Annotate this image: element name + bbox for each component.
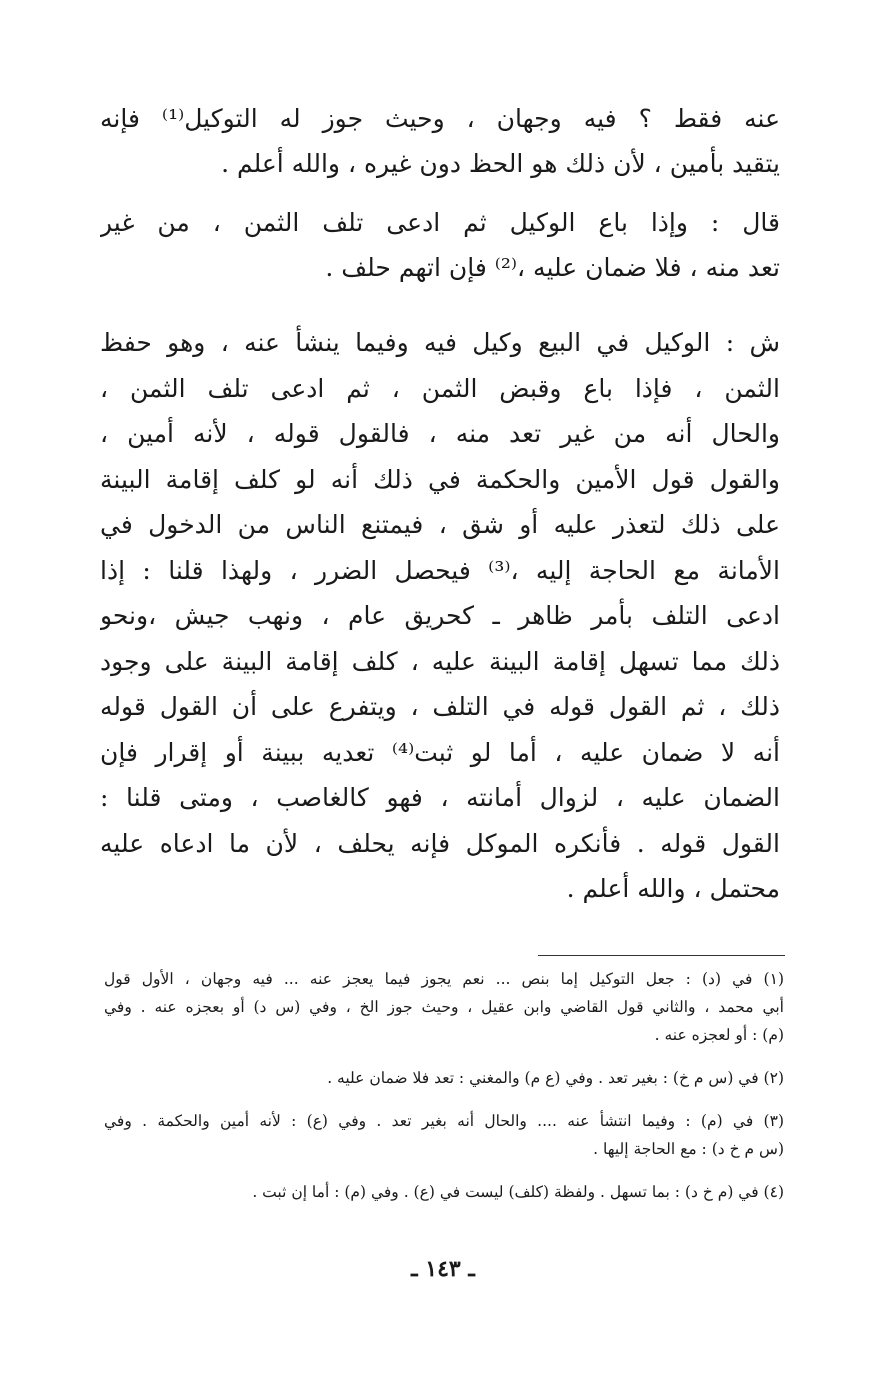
text-line: والحال أنه من غير تعد منه ، فالقول قوله ، لأنه أمين ، [100,419,780,448]
text-line: عنه فقط ؟ فيه وجهان ، وحيث جوز له التوكيل⁽¹⁾ فإنه [100,104,780,133]
text-line: الضمان عليه ، لزوال أمانته ، فهو كالغاصب ، ومتى قلنا : [100,783,780,812]
text-line: تعد منه ، فلا ضمان عليه ،⁽²⁾ فإن اتهم حلف . [325,253,780,282]
text-line: يتقيد بأمين ، لأن ذلك هو الحظ دون غيره ، والله أعلم . [221,149,780,178]
text-line: ادعى التلف بأمر ظاهر ـ كحريق عام ، ونهب جيش ،ونحو [100,601,780,630]
footnote-line: (م) : أو لعجزه عنه . [654,1026,784,1044]
footnote-line: (٣) في (م) : وفيما انتشأ عنه .... والحال أنه بغير تعد . وفي (ع) : لأنه أمين والحكمة . وفي [104,1112,784,1130]
text-line: قال : وإذا باع الوكيل ثم ادعى تلف الثمن ، من غير [100,208,780,237]
footnote-4 [104,1178,784,1206]
text-line: ش : الوكيل في البيع وكيل فيه وفيما ينشأ عنه ، وهو حفظ [100,328,780,357]
footnote-1 [104,965,784,1049]
page-number: ـ ١٤٣ ـ [411,1256,475,1282]
text-line: محتمل ، والله أعلم . [566,874,780,903]
footnote-line: (س م خ د) : مع الحاجة إليها . [593,1140,784,1158]
text-line: على ذلك لتعذر عليه أو شق ، فيمتنع الناس من الدخول في [100,510,780,539]
footnote-line: (١) في (د) : جعل التوكيل إما بنص ... نعم يجوز فيما يعجز عنه ... فيه وجهان ، الأول قول [104,970,784,988]
footnote-line: (٢) في (س م خ) : بغير تعد . وفي (ع م) والمغني : تعد فلا ضمان عليه . [327,1069,784,1087]
text-line: والقول قول الأمين والحكمة في ذلك أنه لو كلف إقامة البينة [100,464,780,494]
text-line: الأمانة مع الحاجة إليه ،⁽³⁾ فيحصل الضرر ، ولهذا قلنا : إذا [100,555,780,585]
footnotes [104,965,784,1206]
text-line: الثمن ، فإذا باع وقبض الثمن ، ثم ادعى تلف الثمن ، [100,373,780,403]
footnote-2 [104,1064,784,1092]
page-body [100,96,780,912]
text-line: القول قوله . فأنكره الموكل فإنه يحلف ، لأن ما ادعاه عليه [100,828,780,858]
rule-paragraph [100,200,780,290]
commentary-paragraph [100,320,780,912]
intro-paragraph [100,96,780,186]
footnote-separator [538,955,785,956]
text-line: ذلك ، ثم القول قوله في التلف ، ويتفرع على أن القول قوله [100,692,780,721]
footnote-line: أبي محمد ، والثاني قول القاضي وابن عقيل ، وحيث جوز الخ ، وفي (س د) أو بعجزه عنه . وفي [104,998,784,1016]
footnote-line: (٤) في (م خ د) : بما تسهل . ولفظة (كلف) ليست في (ع) . وفي (م) : أما إن ثبت . [252,1183,784,1201]
text-line: ذلك مما تسهل إقامة البينة عليه ، كلف إقامة البينة على وجود [100,646,780,676]
text-line: أنه لا ضمان عليه ، أما لو ثبت⁽⁴⁾ تعديه ببينة أو إقرار فإن [100,737,780,767]
footnote-3 [104,1107,784,1163]
